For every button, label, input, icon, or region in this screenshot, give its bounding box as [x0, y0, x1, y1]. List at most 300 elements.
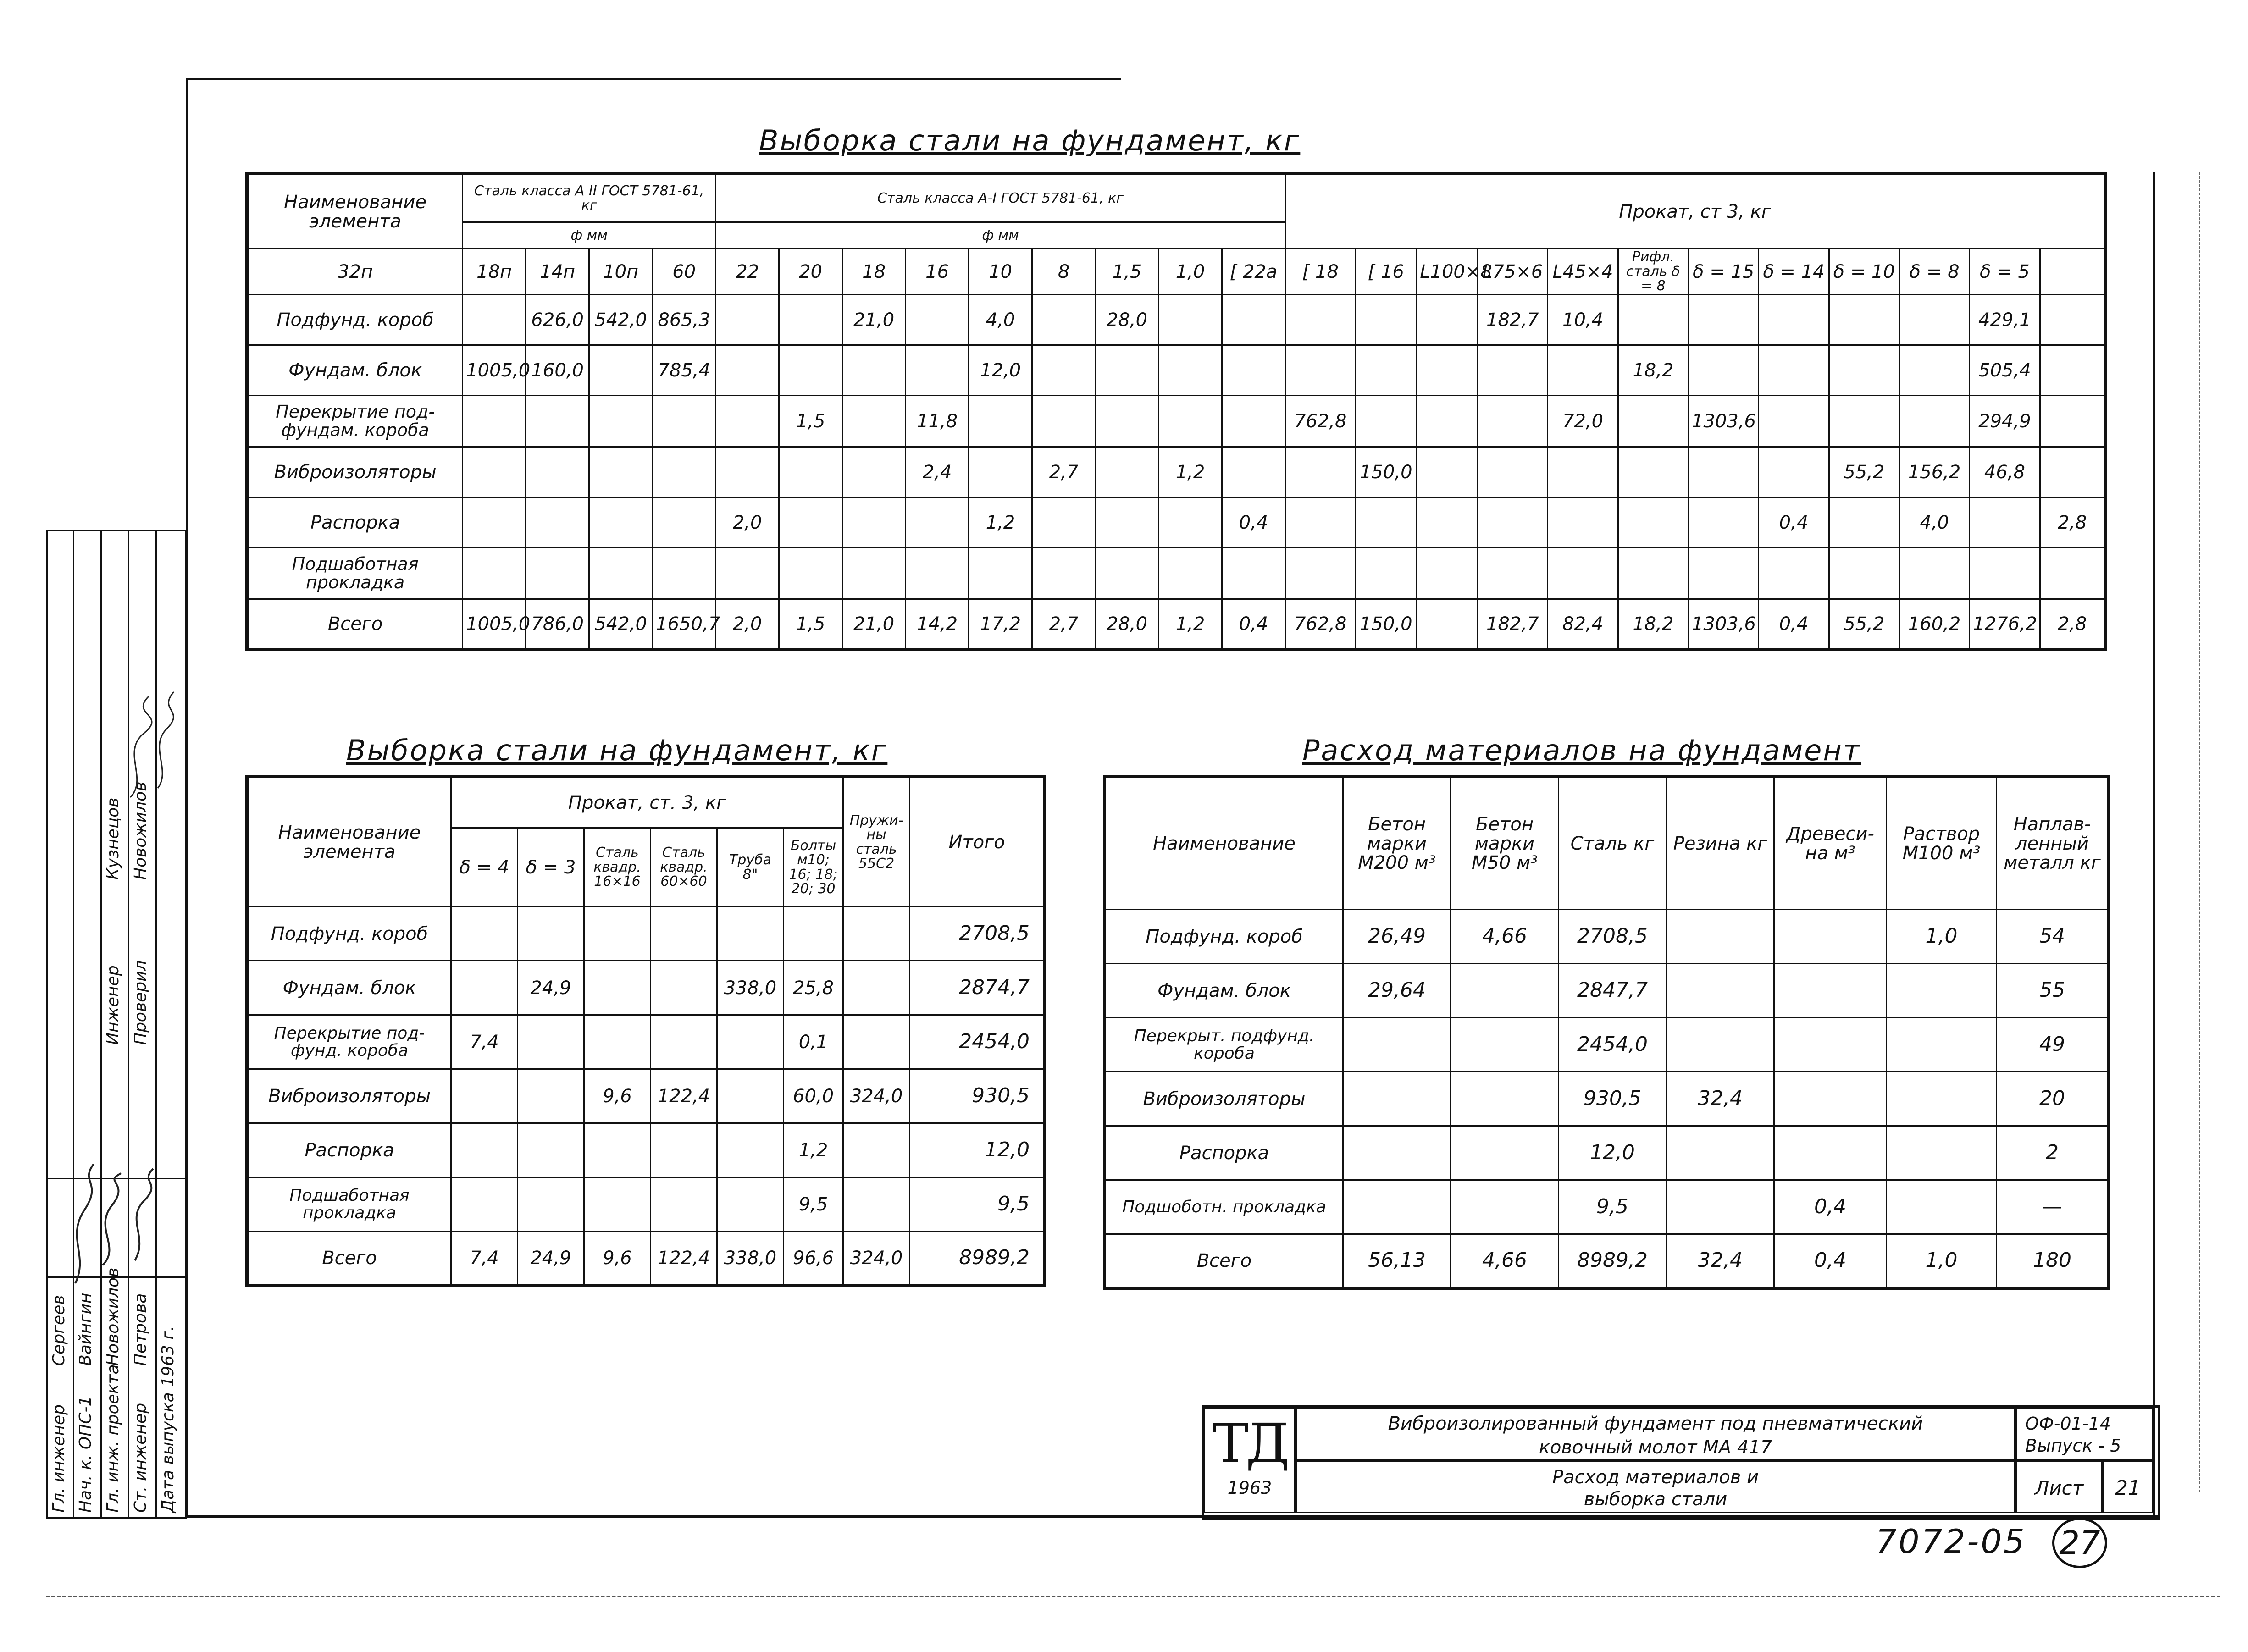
top-col-header: δ = 5 — [1970, 249, 2040, 295]
table-cell — [1159, 345, 1222, 396]
table-cell — [842, 497, 906, 548]
table-cell: 2,8 — [2040, 497, 2105, 548]
table-cell — [526, 497, 589, 548]
table-cell — [1774, 964, 1887, 1018]
row-name: Подшоботн. прокладка — [1105, 1180, 1343, 1234]
table-cell — [1548, 497, 1618, 548]
left-rolled-table — [245, 775, 1046, 1287]
table-cell — [1356, 497, 1417, 548]
row-name: Всего — [247, 1232, 451, 1286]
table-cell: 46,8 — [1970, 447, 2040, 497]
table-cell: 2454,0 — [1559, 1018, 1667, 1072]
row-name: Виброизоляторы — [1105, 1072, 1343, 1126]
table-cell — [584, 1123, 651, 1177]
table-cell: 12,0 — [969, 345, 1032, 396]
sheet-label: Лист — [2034, 1477, 2084, 1499]
table-cell — [1356, 345, 1417, 396]
table-cell: 12,0 — [1559, 1126, 1667, 1180]
table-cell — [589, 497, 653, 548]
top-col-header: 8 — [1032, 249, 1096, 295]
table-cell — [589, 345, 653, 396]
table-row — [247, 1015, 1045, 1069]
left-col-header: δ = 4 — [451, 828, 518, 907]
table-cell: — — [1997, 1180, 2109, 1234]
row-total: 2454,0 — [910, 1015, 1045, 1069]
table-cell: 1,5 — [779, 599, 842, 650]
table-cell — [779, 548, 842, 599]
top-col-header: 1,0 — [1159, 249, 1222, 295]
table-cell: 4,0 — [1899, 497, 1969, 548]
table-cell — [1451, 1018, 1559, 1072]
table-cell — [843, 907, 910, 961]
left-col-header: δ = 3 — [518, 828, 584, 907]
top-col-header: 18 — [842, 249, 906, 295]
row-name: Фундам. блок — [247, 345, 463, 396]
table-cell: 18,2 — [1618, 345, 1688, 396]
doc-issue: Выпуск - 5 — [2025, 1436, 2121, 1456]
table-row — [247, 961, 1045, 1015]
top-col-header: [ 18 — [1285, 249, 1356, 295]
table-cell — [589, 548, 653, 599]
table-cell — [717, 1015, 784, 1069]
page-circle-number: 27 — [2059, 1524, 2100, 1562]
table-cell: 4,0 — [969, 295, 1032, 345]
table-cell — [653, 447, 716, 497]
right-col-header: Древеси-на м³ — [1774, 777, 1887, 910]
table-cell — [463, 396, 526, 447]
table-row — [247, 396, 2106, 447]
table-cell — [969, 396, 1032, 447]
row-name: Виброизоляторы — [247, 447, 463, 497]
table-cell: 785,4 — [653, 345, 716, 396]
table-cell — [1478, 497, 1548, 548]
table-cell: 1005,0 — [463, 599, 526, 650]
table-cell — [1759, 447, 1829, 497]
table-cell — [1478, 548, 1548, 599]
doc-code: ОФ-01-14 — [2025, 1414, 2111, 1434]
table-cell — [1774, 1126, 1887, 1180]
table-cell — [2040, 548, 2105, 599]
top-col-header: δ = 8 — [1899, 249, 1969, 295]
table-row — [1105, 964, 2109, 1018]
scan-edge-line — [46, 1596, 2220, 1597]
table-cell: 338,0 — [717, 1232, 784, 1286]
table-cell — [1759, 548, 1829, 599]
table-cell — [1096, 497, 1159, 548]
table-row — [247, 497, 2106, 548]
table-cell: 542,0 — [589, 599, 653, 650]
frame-right-edge — [2153, 172, 2155, 1515]
table-cell — [1417, 599, 1478, 650]
table-cell — [584, 961, 651, 1015]
table-cell: 55,2 — [1829, 599, 1899, 650]
table-cell: 2 — [1997, 1126, 2109, 1180]
table-cell — [1689, 345, 1759, 396]
top-col-header: Рифл. сталь δ = 8 — [1618, 249, 1688, 295]
table-row — [247, 295, 2106, 345]
table-cell — [1159, 548, 1222, 599]
table-cell — [518, 1177, 584, 1232]
table-cell — [1417, 396, 1478, 447]
table-cell — [589, 447, 653, 497]
row-name: Подфунд. короб — [247, 907, 451, 961]
table-cell: 9,6 — [584, 1069, 651, 1123]
table-cell — [1451, 1126, 1559, 1180]
table-cell: 0,4 — [1222, 497, 1285, 548]
table-cell: 160,0 — [526, 345, 589, 396]
stamp-name-2: Новожилов — [104, 1267, 122, 1366]
table-cell — [716, 345, 779, 396]
table-cell — [842, 345, 906, 396]
right-col-header: Раствор М100 м³ — [1887, 777, 1997, 910]
table-cell — [1970, 497, 2040, 548]
table-cell: 32,4 — [1667, 1234, 1774, 1288]
table-cell — [463, 295, 526, 345]
page-circle — [2052, 1518, 2107, 1568]
table-cell: 1650,7 — [653, 599, 716, 650]
table-cell: 324,0 — [843, 1232, 910, 1286]
table-cell — [651, 1015, 717, 1069]
table-cell: 1,0 — [1887, 910, 1997, 964]
row-total: 8989,2 — [910, 1232, 1045, 1286]
stamp-name-3: Петрова — [131, 1293, 150, 1366]
row-total: 930,5 — [910, 1069, 1045, 1123]
table-cell — [1343, 1180, 1451, 1234]
table-cell — [1689, 548, 1759, 599]
table-cell — [1667, 910, 1774, 964]
table-cell — [843, 1015, 910, 1069]
table-cell: 122,4 — [651, 1232, 717, 1286]
stamp-name-1: Вайнгин — [76, 1293, 95, 1366]
table-cell — [784, 907, 843, 961]
table-cell — [716, 295, 779, 345]
table-cell — [906, 345, 969, 396]
table-cell — [843, 1123, 910, 1177]
table-cell — [1159, 396, 1222, 447]
table-cell — [1096, 345, 1159, 396]
table-cell — [1618, 497, 1688, 548]
row-name: Перекрытие под-фунд. короба — [247, 1015, 451, 1069]
table-cell — [1222, 396, 1285, 447]
table-cell: 1,2 — [784, 1123, 843, 1177]
top-col-header: 14п — [526, 249, 589, 295]
table-cell — [1285, 447, 1356, 497]
sheet-number-cell — [2103, 1460, 2153, 1513]
table-cell — [1032, 497, 1096, 548]
table-cell: 2,0 — [716, 599, 779, 650]
table-cell — [463, 497, 526, 548]
table-cell — [651, 907, 717, 961]
table-cell: 505,4 — [1970, 345, 2040, 396]
table-cell — [1887, 1180, 1997, 1234]
table-cell: 2,4 — [906, 447, 969, 497]
signature-scribbles — [48, 531, 185, 1517]
table-row — [247, 1177, 1045, 1232]
table-cell — [1829, 548, 1899, 599]
row-total: 9,5 — [910, 1177, 1045, 1232]
top-group-a1: Сталь класса А-I ГОСТ 5781-61, кг — [716, 174, 1285, 222]
table-cell — [1417, 295, 1478, 345]
row-name: Подшаботная прокладка — [247, 548, 463, 599]
table-cell: 25,8 — [784, 961, 843, 1015]
table-cell — [1829, 497, 1899, 548]
top-col-header: 32п — [247, 249, 463, 295]
top-table-title: Выборка стали на фундамент, кг — [759, 124, 1301, 157]
table-cell: 2,7 — [1032, 447, 1096, 497]
table-cell — [451, 1123, 518, 1177]
table-row — [247, 1123, 1045, 1177]
table-cell — [1618, 295, 1688, 345]
table-cell: 8989,2 — [1559, 1234, 1667, 1288]
table-cell: 1,0 — [1887, 1234, 1997, 1288]
table-row — [247, 907, 1045, 961]
table-cell: 762,8 — [1285, 396, 1356, 447]
table-cell — [1343, 1018, 1451, 1072]
table-cell — [1356, 548, 1417, 599]
scan-edge-right — [2199, 172, 2200, 1492]
table-cell: 626,0 — [526, 295, 589, 345]
table-cell — [716, 548, 779, 599]
table-cell — [1759, 295, 1829, 345]
sheet-title: Расход материалов и выборка стали — [1552, 1467, 1759, 1510]
table-cell: 55 — [1997, 964, 2109, 1018]
table-cell — [1759, 345, 1829, 396]
table-cell: 1276,2 — [1970, 599, 2040, 650]
table-cell — [1899, 345, 1969, 396]
table-cell — [589, 396, 653, 447]
table-cell — [1887, 1018, 1997, 1072]
row-name: Распорка — [247, 1123, 451, 1177]
table-cell — [1618, 548, 1688, 599]
top-col-header: 16 — [906, 249, 969, 295]
table-cell — [1417, 447, 1478, 497]
right-col-header: Бетон марки М50 м³ — [1451, 777, 1559, 910]
table-cell — [463, 548, 526, 599]
top-group-a2: Сталь класса А II ГОСТ 5781-61, кг — [463, 174, 716, 222]
table-cell — [1222, 295, 1285, 345]
table-cell: 14,2 — [906, 599, 969, 650]
table-cell — [518, 1015, 584, 1069]
left-col-header: Сталь квадр. 16×16 — [584, 828, 651, 907]
table-cell — [1032, 548, 1096, 599]
row-total: 12,0 — [910, 1123, 1045, 1177]
table-cell: 0,1 — [784, 1015, 843, 1069]
project-title-cell — [1296, 1408, 2015, 1460]
table-cell — [653, 497, 716, 548]
table-cell — [1899, 295, 1969, 345]
table-cell — [1451, 1180, 1559, 1234]
table-cell: 786,0 — [526, 599, 589, 650]
table-cell: 9,6 — [584, 1232, 651, 1286]
table-cell — [1887, 1072, 1997, 1126]
table-cell — [1285, 345, 1356, 396]
row-name: Перекрыт. подфунд. короба — [1105, 1018, 1343, 1072]
table-cell — [1689, 447, 1759, 497]
table-cell: 1,2 — [1159, 447, 1222, 497]
top-name-header: Наименование элемента — [247, 174, 463, 249]
top-col-header: δ = 10 — [1829, 249, 1899, 295]
table-cell — [717, 1123, 784, 1177]
table-cell: 11,8 — [906, 396, 969, 447]
title-block — [1202, 1405, 2160, 1520]
table-cell — [779, 447, 842, 497]
table-cell: 1005,0 — [463, 345, 526, 396]
table-row — [1105, 1180, 2109, 1234]
table-cell: 2,8 — [2040, 599, 2105, 650]
top-col-header: 10п — [589, 249, 653, 295]
table-cell: 2708,5 — [1559, 910, 1667, 964]
frame-top-edge — [186, 78, 1121, 80]
sheet-number: 21 — [2115, 1476, 2141, 1500]
top-col-header: 60 — [653, 249, 716, 295]
table-cell: 0,4 — [1774, 1180, 1887, 1234]
left-col-header: Болты м10; 16; 18; 20; 30 — [784, 828, 843, 907]
table-cell — [1356, 396, 1417, 447]
table-cell — [1667, 1180, 1774, 1234]
table-cell: 72,0 — [1548, 396, 1618, 447]
table-cell — [1222, 345, 1285, 396]
table-cell: 55,2 — [1829, 447, 1899, 497]
table-cell: 1303,6 — [1689, 599, 1759, 650]
right-table-title: Расход материалов на фундамент — [1302, 734, 1861, 767]
table-cell — [1899, 396, 1969, 447]
table-cell — [1829, 345, 1899, 396]
table-cell: 24,9 — [518, 961, 584, 1015]
table-cell — [2040, 295, 2105, 345]
table-cell — [653, 396, 716, 447]
title-logo-cell — [1204, 1408, 1296, 1513]
table-cell — [651, 961, 717, 1015]
sheet-label-cell — [2015, 1460, 2103, 1513]
table-cell — [969, 548, 1032, 599]
table-cell — [1096, 548, 1159, 599]
row-name: Фундам. блок — [247, 961, 451, 1015]
table-cell: 1,5 — [779, 396, 842, 447]
table-cell — [1159, 295, 1222, 345]
table-cell: 24,9 — [518, 1232, 584, 1286]
table-cell — [451, 961, 518, 1015]
table-cell: 180 — [1997, 1234, 2109, 1288]
table-cell — [1096, 396, 1159, 447]
row-name: Подшаботная прокладка — [247, 1177, 451, 1232]
code-cell — [2015, 1408, 2153, 1460]
sheet-title-cell — [1296, 1460, 2015, 1513]
table-cell — [1451, 964, 1559, 1018]
table-cell — [2040, 447, 2105, 497]
stamp-role2-0: Инженер — [104, 965, 122, 1045]
row-total: 2708,5 — [910, 907, 1045, 961]
top-col-header: 18п — [463, 249, 526, 295]
table-cell: 0,4 — [1222, 599, 1285, 650]
stamp-role-3: Ст. инженер — [131, 1403, 150, 1513]
table-row — [247, 548, 2106, 599]
table-cell — [1667, 1018, 1774, 1072]
top-col-header: δ = 15 — [1689, 249, 1759, 295]
table-cell: 9,5 — [784, 1177, 843, 1232]
table-cell — [2040, 345, 2105, 396]
table-cell: 60,0 — [784, 1069, 843, 1123]
table-cell: 54 — [1997, 910, 2109, 964]
table-cell: 122,4 — [651, 1069, 717, 1123]
table-cell — [716, 447, 779, 497]
table-cell — [1689, 295, 1759, 345]
table-cell: 150,0 — [1356, 447, 1417, 497]
table-cell — [1759, 396, 1829, 447]
table-row — [247, 447, 2106, 497]
table-cell — [1096, 447, 1159, 497]
table-cell — [1417, 497, 1478, 548]
right-name-header: Наименование — [1105, 777, 1343, 910]
materials-table — [1103, 775, 2110, 1290]
table-cell — [1667, 1126, 1774, 1180]
table-cell — [1285, 497, 1356, 548]
table-cell — [1829, 295, 1899, 345]
table-cell: 1303,6 — [1689, 396, 1759, 447]
left-col-header: Сталь квадр. 60×60 — [651, 828, 717, 907]
top-col-header: L45×4 — [1548, 249, 1618, 295]
table-cell — [779, 345, 842, 396]
table-cell: 32,4 — [1667, 1072, 1774, 1126]
row-total: 2874,7 — [910, 961, 1045, 1015]
table-cell — [653, 548, 716, 599]
top-group-rolled: Прокат, ст 3, кг — [1285, 174, 2106, 249]
stamp-role2-1: Проверил — [131, 960, 150, 1045]
table-cell: 82,4 — [1548, 599, 1618, 650]
table-cell — [842, 447, 906, 497]
table-cell: 0,4 — [1759, 599, 1829, 650]
table-cell: 18,2 — [1618, 599, 1688, 650]
table-cell: 56,13 — [1343, 1234, 1451, 1288]
table-cell: 542,0 — [589, 295, 653, 345]
table-cell — [1774, 1018, 1887, 1072]
top-col-header: [ 22a — [1222, 249, 1285, 295]
table-cell: 10,4 — [1548, 295, 1618, 345]
table-cell — [716, 396, 779, 447]
td-logo: ТД — [1212, 1412, 1287, 1475]
row-name: Виброизоляторы — [247, 1069, 451, 1123]
left-name-header: Наименование элемента — [247, 777, 451, 907]
table-cell — [906, 497, 969, 548]
table-cell: 26,49 — [1343, 910, 1451, 964]
table-cell — [969, 447, 1032, 497]
table-cell: 1,2 — [969, 497, 1032, 548]
table-row — [247, 345, 2106, 396]
table-cell — [451, 907, 518, 961]
left-col-header: Труба 8" — [717, 828, 784, 907]
table-cell — [518, 1069, 584, 1123]
table-cell — [1774, 910, 1887, 964]
right-col-header: Бетон марки М200 м³ — [1343, 777, 1451, 910]
table-cell: 4,66 — [1451, 1234, 1559, 1288]
table-cell — [1829, 396, 1899, 447]
table-cell — [1667, 964, 1774, 1018]
left-group-rolled: Прокат, ст. 3, кг — [451, 777, 843, 828]
table-cell — [1222, 447, 1285, 497]
project-title: Виброизолированный фундамент под пневматический ковочный молот МА 417 — [1388, 1413, 1923, 1458]
signature-stamp — [46, 530, 187, 1519]
top-col-header: δ = 14 — [1759, 249, 1829, 295]
table-cell — [1032, 345, 1096, 396]
table-cell — [779, 295, 842, 345]
table-cell: 4,66 — [1451, 910, 1559, 964]
table-cell — [584, 907, 651, 961]
table-cell — [651, 1123, 717, 1177]
table-cell: 0,4 — [1759, 497, 1829, 548]
table-cell — [526, 447, 589, 497]
table-cell: 7,4 — [451, 1232, 518, 1286]
stamp-role-2: Гл. инж. проекта — [104, 1364, 122, 1513]
top-steel-table — [245, 172, 2107, 651]
